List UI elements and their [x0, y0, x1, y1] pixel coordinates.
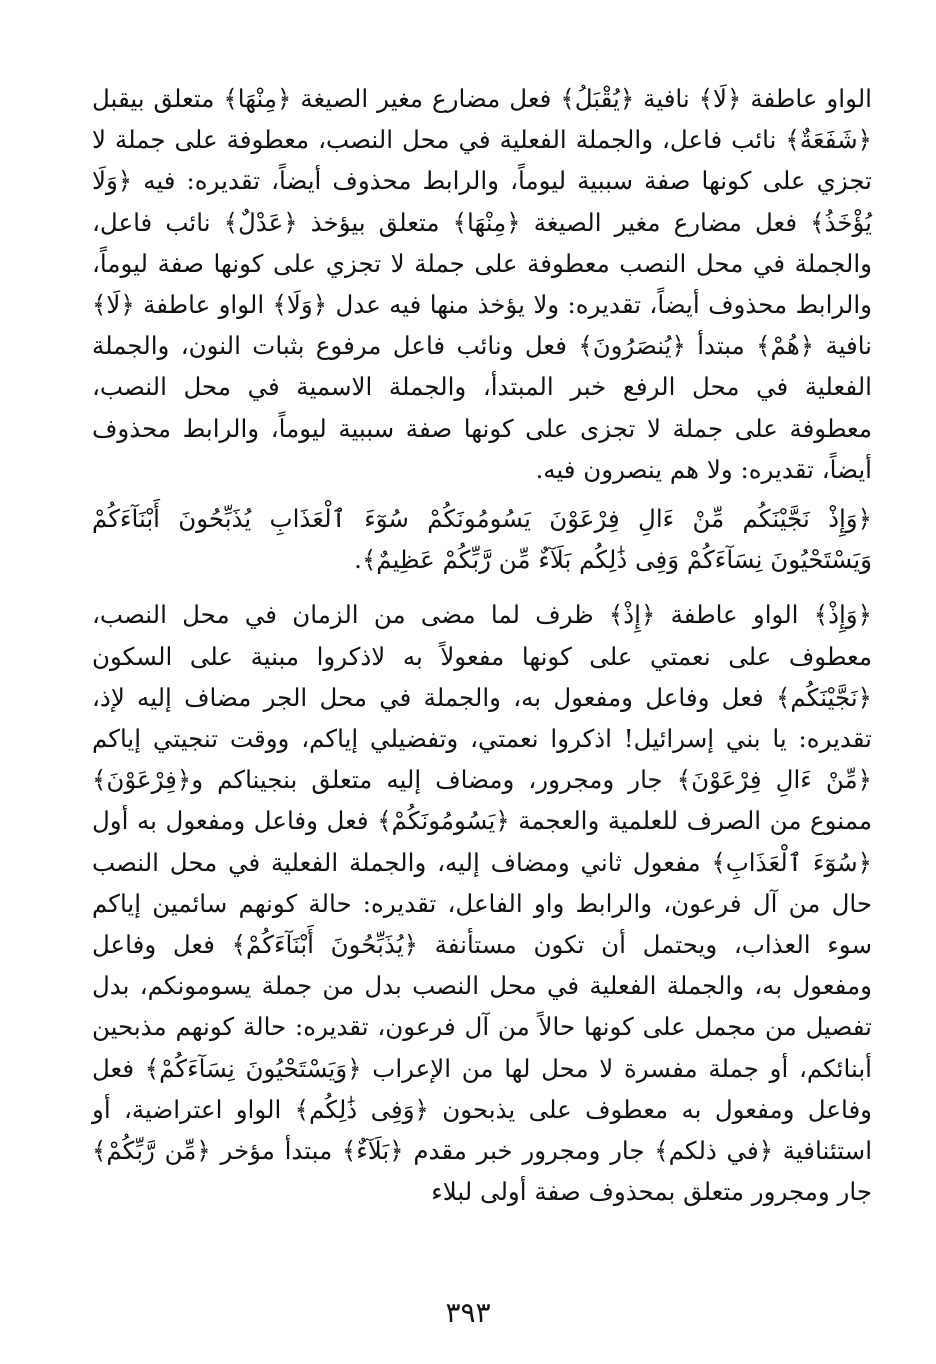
page-number: ٣٩٣ [445, 1296, 491, 1329]
verse-end-mark: . [354, 545, 362, 575]
page-body [92, 78, 872, 1212]
paragraph-analysis-1: الواو عاطفة ﴿لَا﴾ نافية ﴿يُقْبَلُ﴾ فعل مضارع مغير الصيغة ﴿مِنْهَا﴾ متعلق بيقبل ﴿شَفَعَةٌ﴾ نائب فاعل، والجملة الفعلية في محل النصب، معطوفة على جملة لا تجزي على كونها صفة سببية ليوماً، والرابط محذوف أيضاً، تقديره: فيه ﴿وَلَا يُؤْخَذُ﴾ فعل مضارع مغير الصيغة ﴿مِنْهَا﴾ متعلق بيؤخذ ﴿عَدْلٌ﴾ نائب فاعل، والجملة في محل النصب معطوفة على جملة لا تجزي على كونها صفة ليوماً، والرابط محذوف أيضاً، تقديره: ولا يؤخذ منها فيه عدل ﴿وَلَا﴾ الواو عاطفة ﴿لَا﴾ نافية ﴿هُمْ﴾ مبتدأ ﴿يُنصَرُونَ﴾ فعل ونائب فاعل مرفوع بثبات النون، والجملة الفعلية في محل الرفع خبر المبتدأ، والجملة الاسمية في محل النصب، معطوفة على جملة لا تجزى على كونها صفة سببية ليوماً، والرابط محذوف أيضاً، تقديره: ولا هم ينصرون فيه. [92, 84, 872, 484]
quran-verse [92, 498, 872, 580]
paragraph-analysis-2: ﴿وَإِذْ﴾ الواو عاطفة ﴿إِذْ﴾ ظرف لما مضى من الزمان في محل النصب، معطوف على نعمتي على كونها مفعولاً به لاذكروا مبنية على السكون ﴿نَجَّيْنَكُم﴾ فعل وفاعل ومفعول به، والجملة في محل الجر مضاف إليه لإذ، تقديره: يا بني إسرائيل! اذكروا نعمتي، وتفضيلي إياكم، ووقت تنجيتي إياكم ﴿مِّنْ ءَالِ فِرْعَوْنَ﴾ جار ومجرور، ومضاف إليه متعلق بنجيناكم و﴿فِرْعَوْنَ﴾ ممنوع من الصرف للعلمية والعجمة ﴿يَسُومُونَكُمْ﴾ فعل وفاعل ومفعول به أول ﴿سُوٓءَ ٱلْعَذَابِ﴾ مفعول ثاني ومضاف إليه، والجملة الفعلية في محل النصب حال من آل فرعون، والرابط واو الفاعل، تقديره: حالة كونهم سائمين إياكم سوء العذاب، ويحتمل أن تكون مستأنفة ﴿يُذَبِّحُونَ أَبْنَآءَكُمْ﴾ فعل وفاعل ومفعول به، والجملة الفعلية في محل النصب بدل من جملة يسومونكم، بدل تفصيل من مجمل على كونها حالاً من آل فرعون، تقديره: حالة كونهم مذبحين أبنائكم، أو جملة مفسرة لا محل لها من الإعراب ﴿وَيَسْتَحْيُونَ نِسَآءَكُمْ﴾ فعل وفاعل ومفعول به معطوف على يذبحون ﴿وَفِى ذَٰلِكُم﴾ الواو اعتراضية، أو استئنافية ﴿في ذلكم﴾ جار ومجرور خبر مقدم ﴿بَلَآءٌ﴾ مبتدأ مؤخر ﴿مِّن رَّبِّكُمْ﴾ جار ومجرور متعلق بمحذوف صفة أولى لبلاء [92, 600, 872, 1207]
verse-text: ﴿وَإِذْ نَجَّيْنَكُم مِّنْ ءَالِ فِرْعَوْنَ يَسُومُونَكُمْ سُوٓءَ ٱلْعَذَابِ يُذَبِّحُونَ أَبْنَآءَكُمْ وَيَسْتَحْيُونَ نِسَآءَكُمْ وَفِى ذَٰلِكُم بَلَآءٌ مِّن رَّبِّكُمْ عَظِيمٌ﴾ [92, 504, 872, 575]
